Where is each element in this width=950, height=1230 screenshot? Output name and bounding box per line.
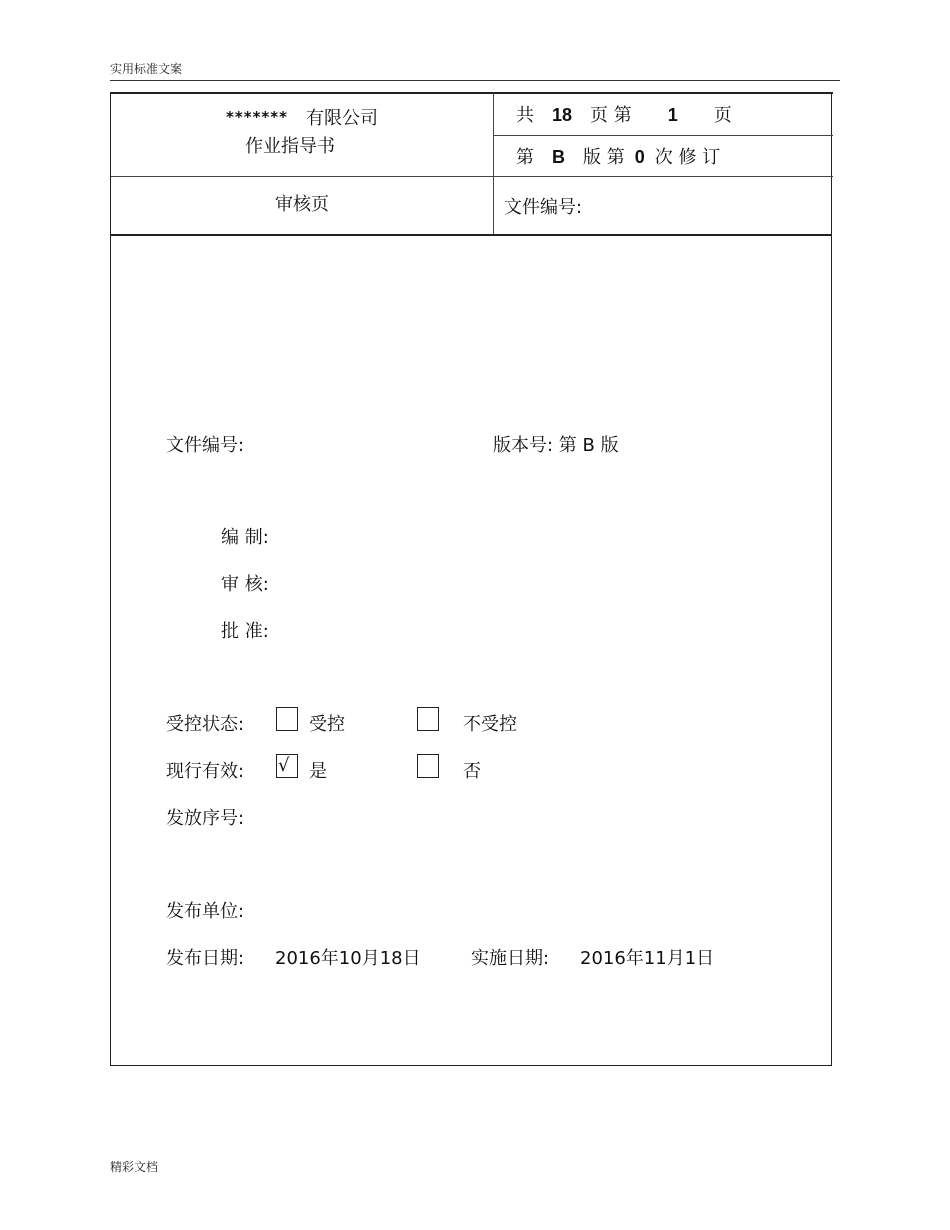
effective-date-value: 2016年11月1日 (580, 948, 715, 969)
issuing-unit-label: 发布单位: (166, 901, 245, 922)
header-file-number-label: 文件编号: (504, 197, 583, 218)
reviewed-by-label: 审 核: (221, 574, 269, 595)
page-label: 页 第 (590, 105, 632, 126)
issue-date-value: 2016年10月18日 (275, 948, 421, 969)
distribution-number-label: 发放序号: (166, 808, 245, 829)
yes-label: 是 (309, 761, 327, 782)
version-letter: B (552, 147, 565, 167)
prepared-by-label: 编 制: (221, 527, 269, 548)
current-valid-label: 现行有效: (166, 761, 245, 782)
doc-type: 作业指导书 (245, 136, 335, 157)
page-footer: 精彩文档 (110, 1160, 159, 1174)
page-header: 实用标准文案 (110, 62, 183, 76)
page-count-row (516, 101, 732, 127)
company-name: 有限公司 (305, 108, 378, 129)
uncontrolled-label: 不受控 (463, 714, 517, 735)
issue-date-label: 发布日期: (166, 948, 245, 969)
page-suffix: 页 (713, 105, 732, 126)
table-top-border (110, 92, 833, 94)
revision-label-di: 第 (516, 147, 534, 168)
controlled-label: 受控 (309, 714, 345, 735)
audit-page-title: 审核页 (275, 194, 329, 215)
total-pages: 18 (552, 105, 573, 125)
file-number-label: 文件编号: (166, 435, 245, 456)
uncontrolled-checkbox[interactable] (417, 707, 439, 731)
approved-by-label: 批 准: (221, 621, 269, 642)
company-line (111, 103, 493, 133)
no-label: 否 (463, 761, 481, 782)
company-stars: ******* (226, 108, 288, 126)
current-page: 1 (667, 105, 678, 125)
control-status-label: 受控状态: (166, 714, 245, 735)
version-number-label: 版本号: 第 B 版 (493, 435, 619, 456)
yes-checkbox[interactable]: √ (276, 754, 298, 778)
document-frame (110, 92, 832, 1066)
revision-suffix: 次 修 订 (654, 147, 721, 168)
header-rule (110, 80, 840, 81)
table-divider-vertical (493, 93, 494, 234)
table-divider-right-2 (493, 176, 833, 177)
header-table (111, 93, 831, 236)
revision-row (516, 143, 720, 169)
revision-number: 0 (634, 147, 645, 167)
effective-date-label: 实施日期: (471, 948, 550, 969)
company-cell (111, 103, 493, 161)
controlled-checkbox[interactable] (276, 707, 298, 731)
no-checkbox[interactable] (417, 754, 439, 778)
table-divider-right-1 (493, 135, 833, 136)
table-divider-left (111, 176, 493, 177)
total-label: 共 (516, 105, 534, 126)
revision-label-ban: 版 第 (583, 147, 625, 168)
